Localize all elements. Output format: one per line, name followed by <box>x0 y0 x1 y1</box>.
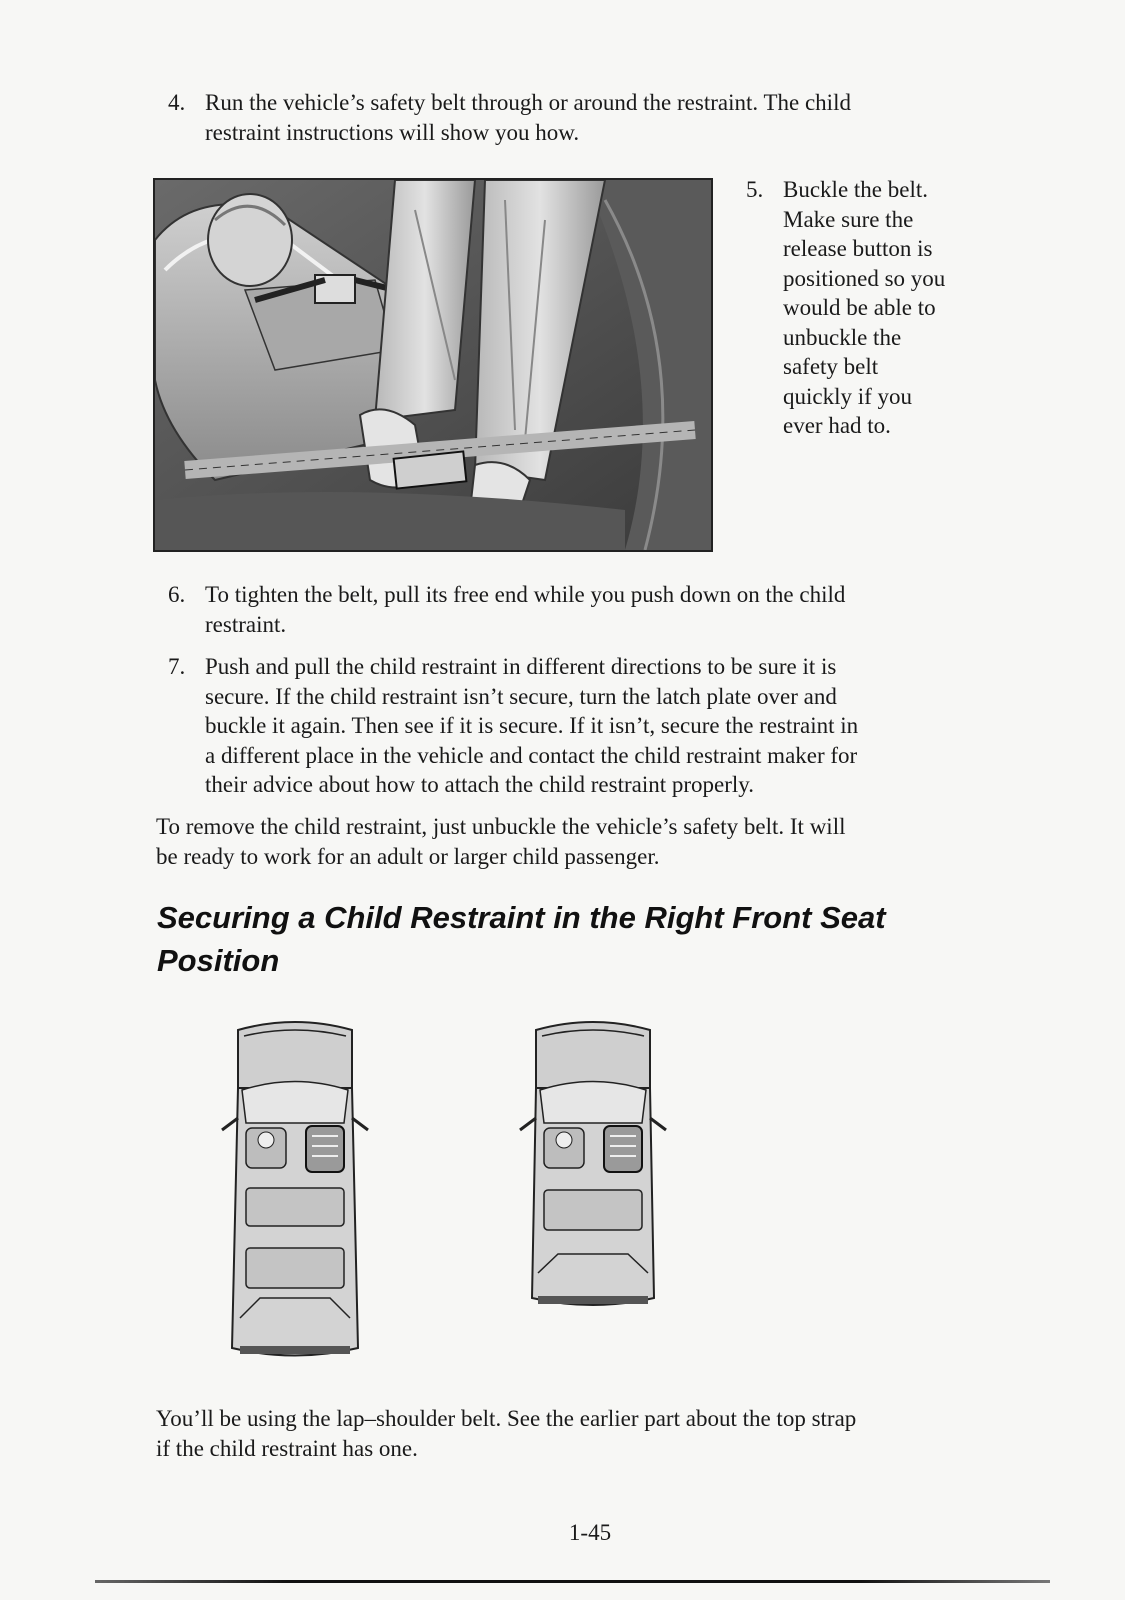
footer-rule <box>95 1580 1050 1583</box>
child-restraint-buckle-photo <box>153 178 713 552</box>
lap-shoulder-paragraph: You’ll be using the lap–shoulder belt. See the earlier part about the top strap if the child restraint has one. <box>156 1406 857 1461</box>
step-text: Buckle the belt. Make sure the release button is positioned so you would be able to unbuckle the safety belt quickly if you ever had to. <box>783 177 946 438</box>
step-text: Run the vehicle’s safety belt through or around the restraint. The child restraint instructions will show you how. <box>205 90 851 145</box>
page-number: 1-45 <box>568 1520 612 1545</box>
step-text: To tighten the belt, pull its free end while you push down on the child restraint. <box>205 582 846 637</box>
step-6 <box>168 580 988 640</box>
buckle-photo-illustration <box>155 180 711 550</box>
step-4 <box>168 88 988 148</box>
step-number: 5. <box>746 177 764 202</box>
step-number: 4. <box>168 90 186 115</box>
step-5 <box>746 175 1006 445</box>
section-heading: Securing a Child Restraint in the Right Front Seat Position <box>157 900 886 978</box>
step-text: Push and pull the child restraint in different directions to be sure it is secure. If the child restraint isn’t secure, turn the latch plate over and buckle it again. Then see if it is secure. If it isn’t, secure the restraint in a different place in the vehicle and contact the child restraint maker for their advice about how to attach the child restraint properly. <box>205 654 859 797</box>
step-7 <box>168 652 998 802</box>
vehicle-top-view-short-diagram <box>518 1018 668 1313</box>
step-number: 6. <box>168 582 186 607</box>
remove-restraint-paragraph: To remove the child restraint, just unbuckle the vehicle’s safety belt. It will be ready to work for an adult or larger child passenger. <box>156 814 846 869</box>
step-number: 7. <box>168 654 186 679</box>
vehicle-top-view-long-diagram <box>220 1018 370 1363</box>
